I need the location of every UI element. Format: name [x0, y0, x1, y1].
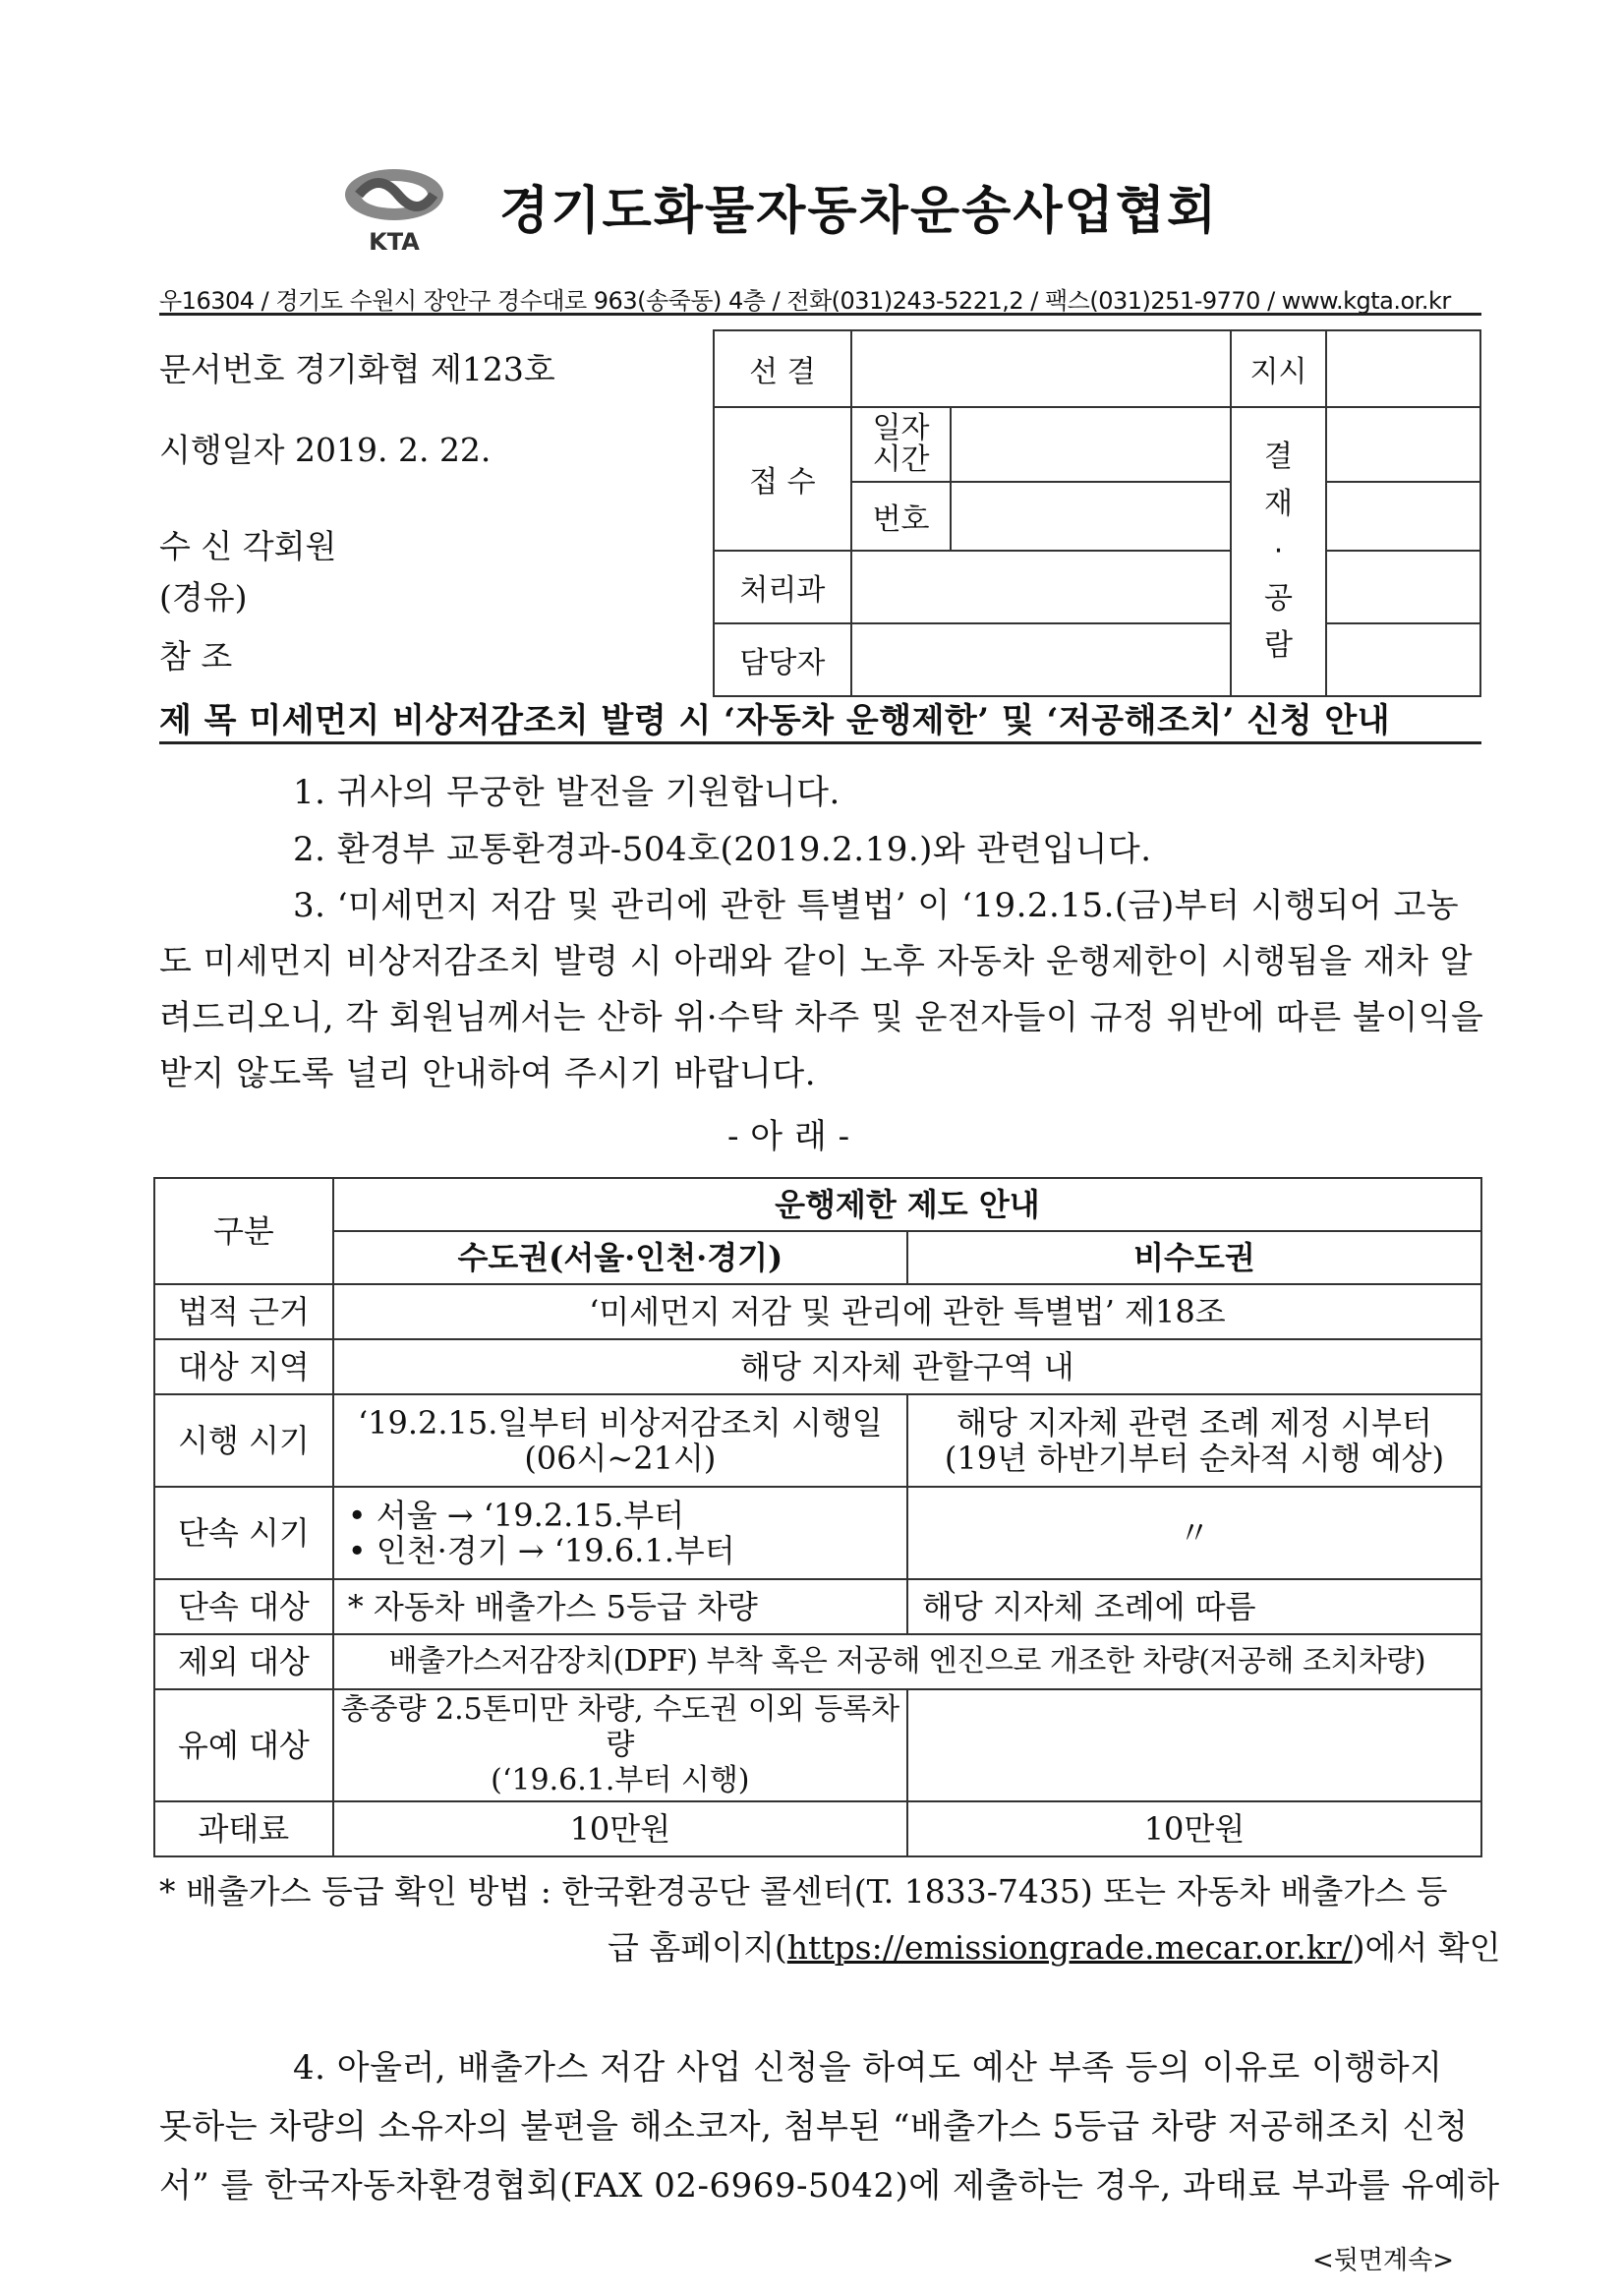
implementation-metro — [333, 1394, 907, 1487]
enforcement-target-metro: * 자동차 배출가스 5등급 차량 — [333, 1579, 907, 1634]
header-metro: 수도권(서울·인천·경기) — [333, 1231, 907, 1284]
prior-decision-cell — [851, 330, 1231, 407]
deferral-metro — [333, 1689, 907, 1801]
approval-cell-4 — [1326, 623, 1480, 696]
paragraph-3-line-2: 도 미세먼지 비상저감조치 발령 시 아래와 같이 노후 자동차 운행제한이 시행됨을 재차 알 — [159, 942, 1474, 981]
enforcement-metro-line-2: • 인천·경기 → ‘19.6.1.부터 — [347, 1532, 735, 1569]
approval-cell-2 — [1326, 482, 1480, 551]
deferral-metro-line-1: 총중량 2.5톤미만 차량, 수도권 이외 등록차량 — [340, 1692, 900, 1762]
row-label-enforcement-target: 단속 대상 — [154, 1579, 333, 1634]
row-label-target-area: 대상 지역 — [154, 1339, 333, 1394]
person-in-charge-cell — [851, 623, 1231, 696]
deferral-non-metro — [907, 1689, 1481, 1801]
note-line-2-suffix: )에서 확인 — [1352, 1928, 1501, 1967]
enforcement-non-metro: 〃 — [907, 1487, 1481, 1579]
implementation-metro-line-1: ‘19.2.15.일부터 비상저감조치 시행일 — [357, 1404, 883, 1442]
prior-decision-label: 선 결 — [714, 330, 851, 407]
row-label-fine: 과태료 — [154, 1801, 333, 1856]
kta-logo-icon — [339, 165, 449, 256]
note-line-2-prefix: 급 홈페이지( — [608, 1928, 787, 1967]
header-non-metro: 비수도권 — [907, 1231, 1481, 1284]
header-divider — [159, 313, 1481, 316]
target-area-value: 해당 지자체 관할구역 내 — [333, 1339, 1481, 1394]
fine-non-metro: 10만원 — [907, 1801, 1481, 1856]
date-time-cell — [951, 407, 1230, 482]
instruction-cell — [1326, 330, 1480, 407]
implementation-non-metro — [907, 1394, 1481, 1487]
reference: 참 조 — [159, 637, 233, 676]
instruction-label: 지시 — [1231, 330, 1327, 407]
deferral-metro-line-2: (‘19.6.1.부터 시행) — [491, 1763, 750, 1797]
note-line-1: * 배출가스 등급 확인 방법 : 한국환경공단 콜센터(T. 1833-7435) 또는 자동차 배출가스 등 — [159, 1872, 1448, 1911]
restriction-table — [153, 1177, 1482, 1857]
number-label: 번호 — [851, 482, 952, 551]
approval-review-label: 결 재 · 공 람 — [1231, 407, 1327, 696]
approval-cell-1 — [1326, 407, 1480, 482]
organization-address: 우16304 / 경기도 수원시 장안구 경수대로 963(송죽동) 4층 / 전화(031)243-5221,2 / 팩스(031)251-9770 / www.kgta.or.kr — [159, 287, 1451, 315]
date-time-label: 일자 시간 — [851, 407, 952, 482]
below-heading: - 아 래 - — [727, 1117, 850, 1156]
logo-text: KTA — [369, 228, 420, 256]
implementation-non-metro-line-2: (19년 하반기부터 순차적 시행 예상) — [944, 1440, 1445, 1477]
reception-label: 접 수 — [714, 407, 851, 551]
organization-name: 경기도화물자동차운송사업협회 — [499, 181, 1219, 241]
legal-basis-value: ‘미세먼지 저감 및 관리에 관한 특별법’ 제18조 — [333, 1284, 1481, 1339]
via: (경유) — [159, 578, 248, 617]
paragraph-4-line-2: 못하는 차량의 소유자의 불편을 해소코자, 첨부된 “배출가스 5등급 차량 저공해조치 신청 — [159, 2107, 1469, 2147]
processing-dept-cell — [851, 551, 1231, 623]
recipient: 수 신 각회원 — [159, 527, 337, 565]
paragraph-3-line-1: 3. ‘미세먼지 저감 및 관리에 관한 특별법’ 이 ‘19.2.15.(금)부터 시행되어 고농 — [293, 886, 1460, 925]
issue-date: 시행일자 2019. 2. 22. — [159, 431, 492, 469]
approval-cell-3 — [1326, 551, 1480, 623]
fine-metro: 10만원 — [333, 1801, 907, 1856]
document-number: 문서번호 경기화협 제123호 — [159, 350, 555, 388]
enforcement-target-non-metro: 해당 지자체 조례에 따름 — [907, 1579, 1481, 1634]
header-category: 구분 — [154, 1178, 333, 1284]
number-cell — [951, 482, 1230, 551]
note-line-2 — [608, 1922, 1501, 1969]
paragraph-3-line-3: 려드리오니, 각 회원님께서는 산하 위·수탁 차주 및 운전자들이 규정 위반에 따른 불이익을 — [159, 998, 1484, 1037]
continued-note: <뒷면계속> — [1312, 2246, 1455, 2275]
kta-logo — [339, 165, 449, 256]
header-title: 운행제한 제도 안내 — [333, 1178, 1481, 1231]
person-in-charge-label: 담당자 — [714, 623, 851, 696]
paragraph-4-line-3: 서” 를 한국자동차환경협회(FAX 02-6969-5042)에 제출하는 경우, 과태료 부과를 유예하 — [159, 2166, 1500, 2206]
emission-grade-link[interactable]: https://emissiongrade.mecar.or.kr/ — [786, 1928, 1353, 1967]
subject-line: 제 목 미세먼지 비상저감조치 발령 시 ‘자동차 운행제한’ 및 ‘저공해조치’ 신청 안내 — [159, 701, 1391, 740]
row-label-exemption: 제외 대상 — [154, 1634, 333, 1689]
approval-box — [713, 329, 1481, 697]
row-label-implementation: 시행 시기 — [154, 1394, 333, 1487]
enforcement-metro — [333, 1487, 907, 1579]
enforcement-metro-line-1: • 서울 → ‘19.2.15.부터 — [347, 1497, 685, 1534]
row-label-legal-basis: 법적 근거 — [154, 1284, 333, 1339]
exemption-value: 배출가스저감장치(DPF) 부착 혹은 저공해 엔진으로 개조한 차량(저공해 조치차량) — [333, 1634, 1481, 1689]
paragraph-2: 2. 환경부 교통환경과-504호(2019.2.19.)와 관련입니다. — [293, 830, 1152, 869]
paragraph-3-line-4: 받지 않도록 널리 안내하여 주시기 바랍니다. — [159, 1054, 817, 1093]
paragraph-4-line-1: 4. 아울러, 배출가스 저감 사업 신청을 하여도 예산 부족 등의 이유로 이행하지 — [293, 2048, 1443, 2088]
row-label-deferral: 유예 대상 — [154, 1689, 333, 1801]
paragraph-1: 1. 귀사의 무궁한 발전을 기원합니다. — [293, 773, 840, 812]
row-label-enforcement: 단속 시기 — [154, 1487, 333, 1579]
implementation-metro-line-2: (06시~21시) — [524, 1440, 717, 1477]
subject-divider — [159, 741, 1481, 744]
processing-dept-label: 처리과 — [714, 551, 851, 623]
implementation-non-metro-line-1: 해당 지자체 관련 조례 제정 시부터 — [956, 1404, 1432, 1442]
